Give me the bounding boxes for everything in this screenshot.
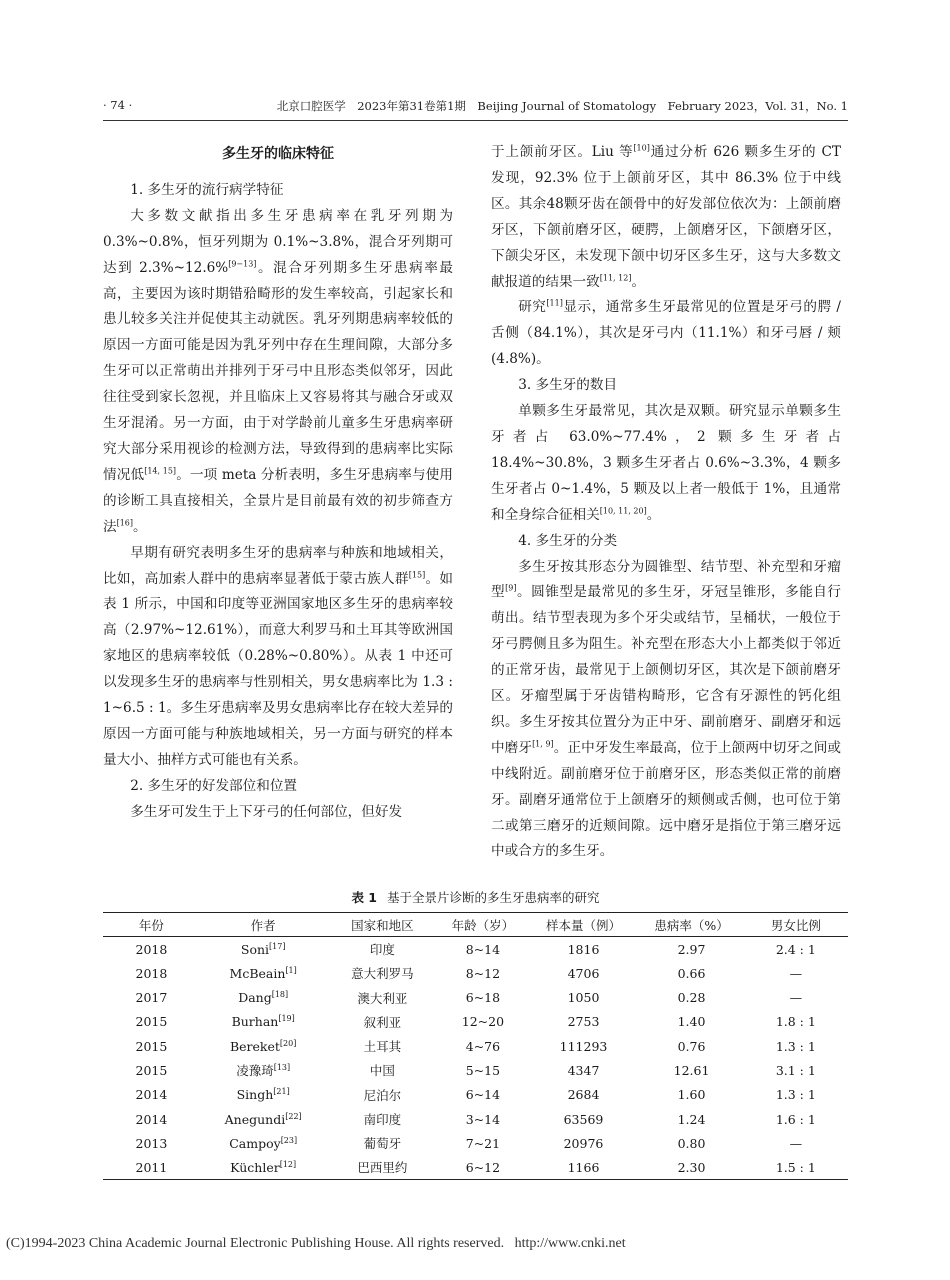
cell-sample-size: 4347 bbox=[567, 1062, 600, 1078]
section-title: 多生牙的临床特征 bbox=[222, 146, 334, 162]
column-header: 男女比例 bbox=[770, 917, 821, 933]
paragraph-ethnicity: 早期有研究表明多生牙的患病率与种族和地域相关，比如，高加索人群中的患病率显著低于蒙古族人群[15]。如表 1 所示，中国和印度等亚洲国家地区多生牙的患病率较高（2.97%~12.61%），而意大利罗马和土耳其等欧洲国家地区的患病率较低（0.28%~0.80%）。从表 1 中还可以发现多生牙的患病率与性别相关，男女患病率比为 1.3 : 1~6.5 : 1。多生牙患病率及男女患病率比存在较大差异的原因一方面可能与种族地域相关，另一方面与研究的样本量大小、抽样方式可能也有关系。 bbox=[103, 544, 454, 768]
citation[interactable]: [16] bbox=[116, 518, 134, 528]
citation[interactable]: [1] bbox=[285, 965, 297, 975]
citation[interactable]: [10, 11, 20] bbox=[599, 506, 647, 516]
cell-sample-size: 1050 bbox=[567, 990, 600, 1006]
cell-sex-ratio: — bbox=[789, 965, 803, 981]
citation[interactable]: [11] bbox=[546, 298, 563, 308]
cell-year: 2015 bbox=[135, 1014, 168, 1030]
cell-region: 澳大利亚 bbox=[357, 990, 408, 1006]
citation[interactable]: [23] bbox=[280, 1135, 298, 1145]
cell-age: 3~14 bbox=[465, 1111, 501, 1127]
paragraph-prevalence: 大多数文献指出多生牙患病率在乳牙列期为 0.3%~0.8%，恒牙列期为 0.1%~3.8%，混合牙列期可达到 2.3%~12.6%[9−13]。混合牙列期多生牙患病率最高，主要因为该时期错𬌗畸形的发生率较高，引起家长和患儿较多关注并促使其主动就医。乳牙列期患病率较低的原因一方面可能是因为乳牙列中存在生理间隙，大部分多生牙可以正常萌出并排列于牙弓中且形态类似邻牙，因此往往受到家长忽视，并且临床上又容易将其与融合牙或双生牙混淆。另一方面，由于对学龄前儿童多生牙患病率研究大部分采用视诊的检测方法，导致得到的患病率比实际情况低[14, 15]。一项 meta 分析表明，多生牙患病率与使用的诊断工具直接相关，全景片是目前最有效的初步筛查方法[16]。 bbox=[103, 207, 454, 535]
copyright-footer bbox=[6, 1236, 786, 1252]
cell-year: 2018 bbox=[135, 965, 168, 981]
citation[interactable]: [1, 9] bbox=[532, 739, 554, 749]
cell-prevalence: 2.97 bbox=[677, 941, 706, 957]
cell-age: 7~21 bbox=[465, 1135, 501, 1151]
cell-sample-size: 2684 bbox=[567, 1087, 600, 1103]
column-header: 样本量（例） bbox=[545, 917, 621, 933]
cell-author: Anegundi[22] bbox=[224, 1111, 302, 1127]
cell-age: 8~12 bbox=[465, 965, 501, 981]
cell-prevalence: 1.24 bbox=[677, 1111, 706, 1127]
cell-sample-size: 4706 bbox=[567, 965, 600, 981]
cell-sex-ratio: 2.4 : 1 bbox=[775, 941, 816, 957]
cell-author: Singh[21] bbox=[236, 1087, 290, 1103]
cell-prevalence: 0.66 bbox=[677, 965, 706, 981]
cell-region: 土耳其 bbox=[363, 1039, 402, 1055]
cell-age: 8~14 bbox=[465, 941, 501, 957]
page-number: · 74 · bbox=[103, 98, 133, 112]
prevalence-table bbox=[103, 912, 848, 1180]
citation[interactable]: [11, 12] bbox=[599, 273, 632, 282]
paragraph-location-cont: 于上颌前牙区。Liu 等[10]通过分析 626 颗多生牙的 CT 发现，92.3% 位于上颌前牙区，其中 86.3% 位于中线区。其余48颗牙齿在颌骨中的好发部位依次为：上颌前磨牙区，下颌前磨牙区，硬腭，上颌磨牙区，下颌磨牙区，下颌尖牙区，未发现下颌中切牙区多生牙，这与大多数文献报道的结果一致[11, 12]。 bbox=[491, 143, 841, 290]
cell-prevalence: 1.60 bbox=[677, 1087, 706, 1103]
cell-author: Campoy[23] bbox=[229, 1135, 298, 1151]
table-row bbox=[103, 1131, 848, 1155]
cell-sample-size: 63569 bbox=[563, 1111, 604, 1127]
table-row bbox=[103, 1034, 848, 1058]
cell-year: 2011 bbox=[135, 1159, 168, 1175]
cell-sex-ratio: — bbox=[789, 990, 803, 1006]
cell-region: 叙利亚 bbox=[363, 1014, 402, 1030]
cell-author: McBeain[1] bbox=[229, 965, 297, 981]
cell-author: Bereket[20] bbox=[229, 1038, 297, 1054]
cell-region: 中国 bbox=[369, 1063, 395, 1079]
cell-author: Dang[18] bbox=[238, 989, 289, 1006]
cell-year: 2014 bbox=[135, 1087, 168, 1103]
cell-year: 2017 bbox=[135, 990, 168, 1006]
column-header: 国家和地区 bbox=[351, 917, 414, 933]
cell-region: 南印度 bbox=[363, 1112, 402, 1128]
cell-sex-ratio: 1.3 : 1 bbox=[775, 1087, 816, 1103]
citation[interactable]: [12] bbox=[279, 1159, 297, 1169]
column-header: 年份 bbox=[138, 917, 164, 933]
cell-author: 凌豫琦[13] bbox=[236, 1063, 291, 1079]
cell-region: 意大利罗马 bbox=[351, 966, 414, 982]
cell-age: 6~12 bbox=[465, 1159, 501, 1175]
cell-age: 6~18 bbox=[465, 990, 501, 1006]
cell-author: Soni[17] bbox=[240, 941, 286, 957]
citation[interactable]: [17] bbox=[269, 941, 286, 951]
cell-prevalence: 2.30 bbox=[677, 1159, 706, 1175]
table-body bbox=[103, 937, 848, 1180]
cell-region: 印度 bbox=[369, 942, 395, 958]
table-row bbox=[103, 1155, 848, 1179]
table-row bbox=[103, 1058, 848, 1082]
paragraph-position: 研究[11]显示，通常多生牙最常见的位置是牙弓的腭 / 舌侧（84.1%），其次是牙弓内（11.1%）和牙弓唇 / 颊 (4.8%)。 bbox=[491, 298, 841, 368]
paragraph-classification: 多生牙按其形态分为圆锥型、结节型、补充型和牙瘤型[9]。圆锥型是最常见的多生牙，牙冠呈锥形，多能自行萌出。结节型表现为多个牙尖或结节，呈桶状，一般位于牙弓腭侧且多为阻生。补充型在形态大小上都类似于邻近的正常牙齿，最常见于上颌侧切牙区，其次是下颌前磨牙区。牙瘤型属于牙齿错构畸形，它含有牙源性的钙化组织。多生牙按其位置分为正中牙、副前磨牙、副磨牙和远中磨牙[1, 9]。正中牙发生率最高，位于上颌两中切牙之间或中线附近。副前磨牙位于前磨牙区，形态类似正常的前磨牙。副磨牙通常位于上颌磨牙的颊侧或舌侧，也可位于第二或第三磨牙的近颊间隙。远中磨牙是指位于第三磨牙远中或合方的多生牙。 bbox=[491, 558, 842, 860]
citation[interactable]: [18] bbox=[271, 989, 289, 999]
cell-sex-ratio: 1.8 : 1 bbox=[775, 1014, 816, 1030]
citation[interactable]: [21] bbox=[273, 1087, 290, 1097]
cell-year: 2013 bbox=[135, 1135, 168, 1151]
header-divider bbox=[103, 120, 848, 121]
citation[interactable]: [22] bbox=[285, 1111, 302, 1121]
cell-prevalence: 12.61 bbox=[673, 1062, 710, 1078]
right-column bbox=[491, 140, 841, 865]
citation[interactable]: [13] bbox=[273, 1063, 291, 1073]
citation[interactable]: [15] bbox=[408, 569, 426, 579]
copyright-text: (C)1994-2023 China Academic Journal Electronic Publishing House. All rights reserved. bbox=[6, 1236, 505, 1251]
table-label: 表 1 bbox=[351, 890, 378, 905]
citation[interactable]: [20] bbox=[279, 1038, 297, 1048]
cell-prevalence: 0.76 bbox=[677, 1038, 706, 1054]
cell-year: 2015 bbox=[135, 1038, 168, 1054]
cell-prevalence: 0.28 bbox=[677, 990, 706, 1006]
cell-sample-size: 1166 bbox=[567, 1159, 600, 1175]
footer-url[interactable]: http://www.cnki.net bbox=[514, 1236, 626, 1251]
table-row bbox=[103, 961, 848, 985]
column-header: 年龄（岁） bbox=[451, 917, 515, 933]
cell-region: 葡萄牙 bbox=[363, 1136, 402, 1152]
citation[interactable]: [9] bbox=[505, 583, 517, 593]
table-row bbox=[103, 1083, 848, 1107]
column-header: 患病率（%） bbox=[654, 917, 729, 933]
paragraph-number: 单颗多生牙最常见，其次是双颗。研究显示单颗多生牙者占 63.0%~77.4%，2 颗多生牙者占 18.4%~30.8%，3 颗多生牙者占 0.6%~3.3%，4 颗多生牙者占 0~1.4%，5 颗及以上者一般低于 1%，且通常和全身综合征相关[10, 11, 20]。 bbox=[491, 403, 841, 523]
table-row bbox=[103, 985, 848, 1009]
cell-sex-ratio: 1.6 : 1 bbox=[775, 1111, 816, 1127]
cell-age: 5~15 bbox=[465, 1062, 501, 1078]
table-caption-text: 基于全景片诊断的多生牙患病率的研究 bbox=[387, 890, 600, 905]
column-header: 作者 bbox=[250, 917, 276, 933]
cell-age: 12~20 bbox=[461, 1014, 505, 1030]
citation[interactable]: [14, 15] bbox=[144, 466, 177, 476]
table-row bbox=[103, 1107, 848, 1131]
citation[interactable]: [9−13] bbox=[228, 259, 257, 269]
cell-author: Burhan[19] bbox=[231, 1014, 295, 1030]
cell-sex-ratio: — bbox=[789, 1135, 803, 1151]
citation[interactable]: [10] bbox=[633, 143, 650, 153]
cell-sample-size: 2753 bbox=[567, 1014, 600, 1030]
subheading-epidemiology: 1. 多生牙的流行病学特征 bbox=[130, 181, 284, 198]
citation[interactable]: [19] bbox=[278, 1014, 295, 1024]
cell-sample-size: 1816 bbox=[567, 941, 600, 957]
table-row bbox=[103, 1010, 848, 1034]
cell-author: Küchler[12] bbox=[230, 1159, 297, 1175]
left-column bbox=[103, 140, 453, 826]
running-header bbox=[103, 98, 848, 118]
cell-year: 2018 bbox=[135, 941, 168, 957]
cell-year: 2015 bbox=[135, 1062, 168, 1078]
table-caption bbox=[103, 888, 848, 906]
journal-info: 北京口腔医学 2023年第31卷第1期 Beijing Journal of Stomatology February 2023，Vol. 31，No. 1 bbox=[276, 99, 848, 113]
subheading-number: 3. 多生牙的数目 bbox=[518, 377, 618, 394]
subheading-classification: 4. 多生牙的分类 bbox=[518, 532, 618, 549]
cell-sex-ratio: 1.3 : 1 bbox=[775, 1038, 816, 1054]
paragraph-location-start: 多生牙可发生于上下牙弓的任何部位，但好发 bbox=[130, 803, 403, 820]
cell-sample-size: 111293 bbox=[559, 1038, 608, 1054]
cell-region: 巴西里约 bbox=[357, 1160, 408, 1176]
subheading-location: 2. 多生牙的好发部位和位置 bbox=[130, 777, 298, 794]
cell-prevalence: 1.40 bbox=[677, 1014, 706, 1030]
table-header-row bbox=[103, 913, 848, 937]
cell-year: 2014 bbox=[135, 1111, 168, 1127]
cell-sample-size: 20976 bbox=[563, 1135, 604, 1151]
table-row bbox=[103, 937, 848, 961]
cell-sex-ratio: 1.5 : 1 bbox=[775, 1159, 816, 1175]
cell-sex-ratio: 3.1 : 1 bbox=[775, 1062, 816, 1078]
cell-prevalence: 0.80 bbox=[677, 1135, 706, 1151]
cell-age: 4~76 bbox=[465, 1038, 501, 1054]
cell-age: 6~14 bbox=[465, 1087, 501, 1103]
cell-region: 尼泊尔 bbox=[363, 1087, 402, 1103]
